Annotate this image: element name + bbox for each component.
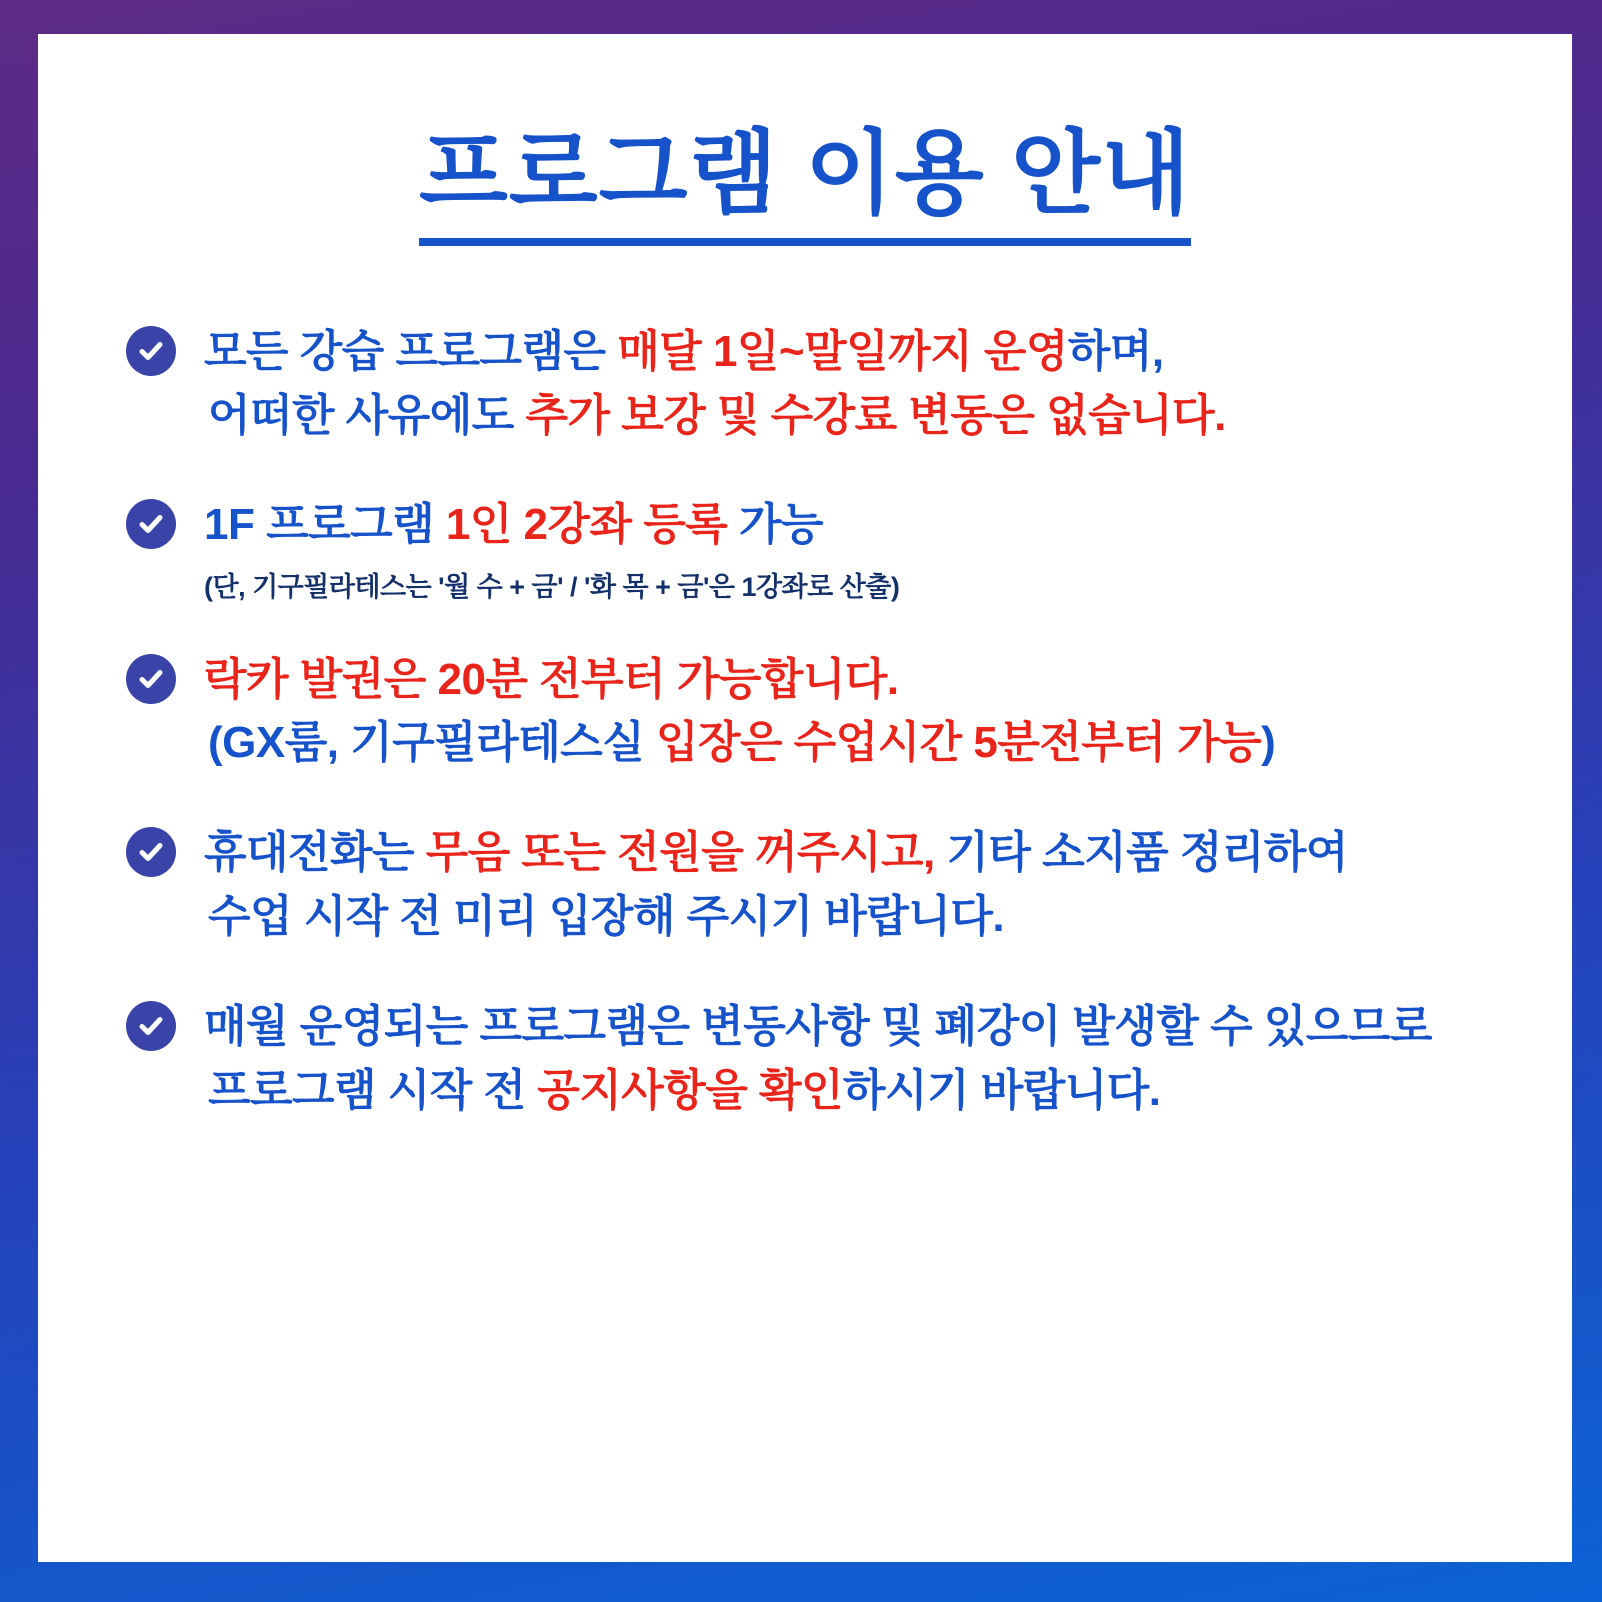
check-icon [126, 1001, 176, 1051]
item4-line2-a: 수업 시작 전 미리 입장해 주시기 바랍니다. [208, 892, 1005, 942]
item2-line1-b: 1인 2강좌 등록 [445, 500, 728, 550]
item4-line1-b: 무음 또는 전원을 꺼주시고, [425, 828, 935, 878]
item2-line1 [204, 493, 1512, 557]
item2-subnote: (단, 기구필라테스는 '월 수 + 금' / '화 목 + 금'은 1강좌로 산출) [204, 572, 900, 603]
item4-line1-c: 기타 소지품 정리하여 [934, 828, 1348, 878]
item5-line2 [204, 1059, 1512, 1123]
check-icon [126, 654, 176, 704]
item1-line2-a: 어떠한 사유에도 [208, 390, 526, 440]
notice-list [98, 320, 1512, 1123]
list-item [126, 320, 1512, 448]
item1-line1-c: 하며, [1067, 326, 1164, 376]
list-item [126, 995, 1512, 1123]
item3-line2-b: 입장은 수업시간 5분전부터 가능 [655, 718, 1262, 768]
page-title-wrap [98, 122, 1512, 246]
item1-line1-b: 매달 1일~말일까지 운영 [617, 326, 1068, 376]
check-icon [126, 827, 176, 877]
item1-line2 [204, 384, 1512, 448]
list-item [126, 648, 1512, 776]
item5-line2-c: 하시기 바랍니다. [842, 1065, 1161, 1115]
item5-line1 [204, 995, 1512, 1059]
item3-line2 [204, 711, 1512, 775]
list-item [126, 493, 1512, 607]
item1-line1 [204, 320, 1512, 384]
item1-line1-a: 모든 강습 프로그램은 [204, 326, 618, 376]
list-item [126, 821, 1512, 949]
item3-line2-a: (GX룸, 기구필라테스실 [208, 718, 656, 768]
item1-line2-b: 추가 보강 및 수강료 변동은 없습니다. [525, 390, 1226, 440]
item5-line2-b: 공지사항을 확인 [537, 1065, 843, 1115]
item4-line1-a: 휴대전화는 [204, 828, 426, 878]
check-icon [126, 499, 176, 549]
item3-line1 [204, 648, 1512, 712]
item2-line1-c: 가능 [727, 500, 823, 550]
item5-line1-a: 매월 운영되는 프로그램은 변동사항 및 폐강이 발생할 수 있으므로 [204, 1001, 1432, 1051]
item4-line1 [204, 821, 1512, 885]
page-title: 프로그램 이용 안내 [419, 122, 1191, 246]
item2-line1-a: 1F 프로그램 [204, 500, 446, 550]
item4-line2 [204, 885, 1512, 949]
item3-line1-b: 락카 발권은 20분 전부터 가능합니다. [204, 654, 899, 704]
item3-line2-c: ) [1261, 718, 1276, 768]
poster-card [38, 34, 1572, 1562]
check-icon [126, 326, 176, 376]
item5-line2-a: 프로그램 시작 전 [208, 1065, 538, 1115]
